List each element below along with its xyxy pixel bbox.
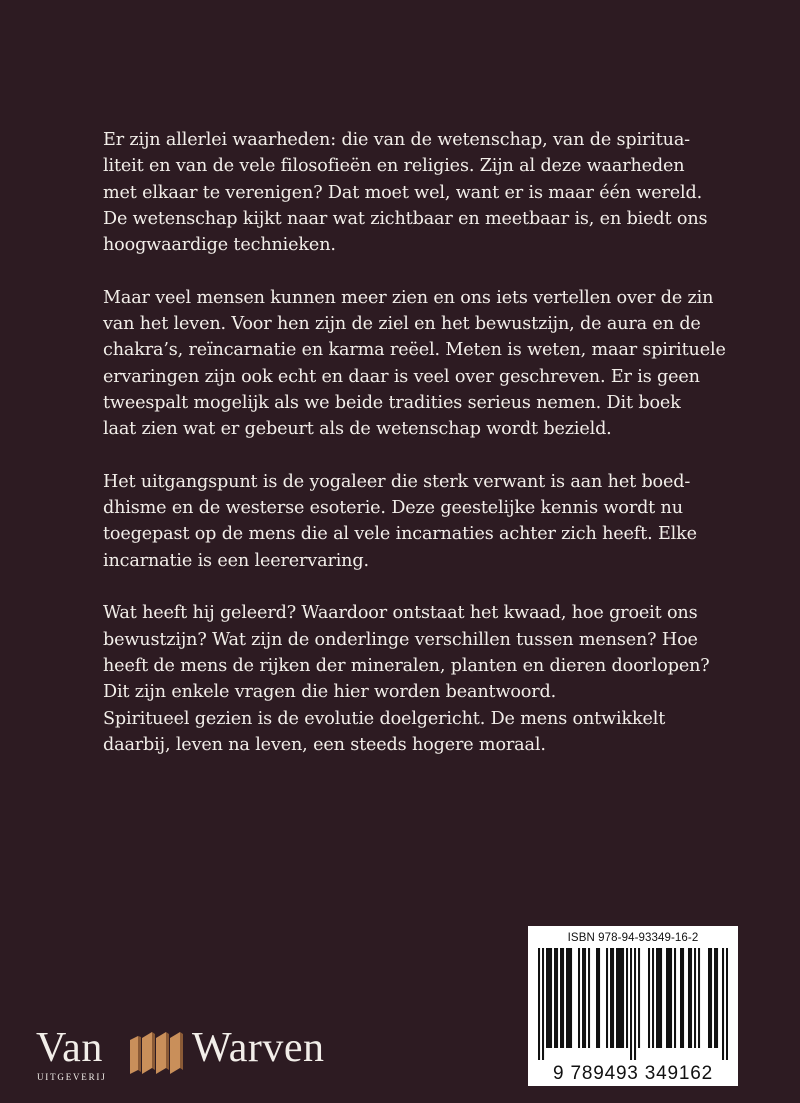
barcode-bar <box>538 948 540 1060</box>
barcode-bar <box>716 948 718 1048</box>
barcode-bar <box>568 948 570 1048</box>
barcode-bar <box>606 948 608 1048</box>
barcode-bar <box>566 948 568 1048</box>
barcode-bar <box>542 948 544 1060</box>
barcode-bar <box>656 948 658 1048</box>
barcode-bar <box>596 948 598 1048</box>
barcode-bar <box>674 948 676 1048</box>
barcode-bar <box>658 948 660 1048</box>
barcode-bar <box>616 948 618 1048</box>
barcode-bar <box>708 948 710 1048</box>
barcode-bar <box>710 948 712 1048</box>
blurb-paragraph-3 <box>103 469 703 574</box>
blurb-line: tweespalt mogelijk als we beide tradities serieus nemen. Dit boek <box>103 392 681 413</box>
barcode-bar <box>570 948 572 1048</box>
barcode-bar <box>694 948 696 1048</box>
ean-digits: 9 789493 349162 <box>528 1062 738 1086</box>
barcode-bar <box>556 948 558 1048</box>
publisher-subtitle: UITGEVERIJ <box>37 1072 107 1082</box>
blurb-line: dhisme en de westerse esoterie. Deze geestelijke kennis wordt nu <box>103 498 683 519</box>
barcode-bar <box>546 948 548 1048</box>
blurb-line: toegepast op de mens die al vele incarnaties achter zich heeft. Elke <box>103 524 697 545</box>
blurb-paragraph-4 <box>103 600 710 758</box>
barcode-bar <box>560 948 562 1048</box>
barcode-bar <box>612 948 614 1048</box>
isbn-barcode <box>528 926 738 1086</box>
blurb-line: liteit en van de vele filosofieën en religies. Zijn al deze waarheden <box>103 156 685 177</box>
barcode-bar <box>660 948 662 1048</box>
blurb-line: heeft de mens de rijken der mineralen, planten en dieren doorlopen? <box>103 655 710 676</box>
blurb-line: chakra’s, reïncarnatie en karma reëel. Meten is weten, maar spirituele <box>103 340 726 361</box>
barcode-bar <box>598 948 600 1048</box>
barcode-bar <box>714 948 716 1048</box>
blurb-line: met elkaar te verenigen? Dat moet wel, want er is maar één wereld. <box>103 182 703 203</box>
back-cover-blurb <box>103 127 726 784</box>
blurb-line: Wat heeft hij geleerd? Waardoor ontstaat het kwaad, hoe groeit ons <box>103 603 698 624</box>
publisher-name-left: Van <box>36 1025 103 1071</box>
barcode-bar <box>688 948 690 1048</box>
blurb-paragraph-2 <box>103 285 726 443</box>
blurb-line: bewustzijn? Wat zijn de onderlinge verschillen tussen mensen? Hoe <box>103 629 698 650</box>
barcode-bar <box>638 948 640 1048</box>
barcode-bar <box>548 948 550 1048</box>
blurb-line: laat zien wat er gebeurt als de wetenschap wordt bezield. <box>103 419 612 440</box>
barcode-bar <box>680 948 682 1048</box>
blurb-line: incarnatie is een leerervaring. <box>103 550 369 571</box>
blurb-line: Spiritueel gezien is de evolutie doelgericht. De mens ontwikkelt <box>103 708 666 729</box>
blurb-line: Dit zijn enkele vragen die hier worden beantwoord. <box>103 682 557 703</box>
barcode-bar <box>668 948 670 1048</box>
barcode-bar <box>666 948 668 1048</box>
barcode-bar <box>582 948 584 1048</box>
publisher-logo <box>36 1024 356 1084</box>
barcode-bars <box>538 948 728 1060</box>
barcode-bar <box>622 948 624 1048</box>
publisher-name-right: Warven <box>192 1025 325 1071</box>
barcode-bar <box>550 948 552 1048</box>
barcode-bar <box>698 948 700 1048</box>
barcode-bar <box>584 948 586 1048</box>
blurb-line: hoogwaardige technieken. <box>103 235 336 256</box>
blurb-line: Er zijn allerlei waarheden: die van de wetenschap, van de spiritua- <box>103 130 690 150</box>
barcode-bar <box>648 948 650 1048</box>
barcode-bar <box>670 948 672 1048</box>
blurb-line: van het leven. Voor hen zijn de ziel en het bewustzijn, de aura en de <box>103 314 701 335</box>
blurb-line: daarbij, leven na leven, een steeds hogere moraal. <box>103 734 546 755</box>
book-stack-logo-icon <box>128 1030 190 1074</box>
barcode-bar <box>652 948 654 1048</box>
barcode-bar <box>630 948 632 1060</box>
barcode-bar <box>588 948 590 1048</box>
barcode-bar <box>620 948 622 1048</box>
barcode-bar <box>690 948 692 1048</box>
barcode-bar <box>554 948 556 1048</box>
barcode-bar <box>726 948 728 1060</box>
isbn-label: ISBN 978-94-93349-16-2 <box>567 932 699 944</box>
barcode-bar <box>634 948 636 1060</box>
barcode-bar <box>682 948 684 1048</box>
blurb-line: Maar veel mensen kunnen meer zien en ons iets vertellen over de zin <box>103 287 714 308</box>
barcode-bar <box>578 948 580 1048</box>
barcode-bar <box>626 948 628 1048</box>
barcode-bar <box>722 948 724 1060</box>
blurb-line: ervaringen zijn ook echt en daar is veel over geschreven. Er is geen <box>103 366 700 387</box>
blurb-line: De wetenschap kijkt naar wat zichtbaar en meetbaar is, en biedt ons <box>103 208 708 229</box>
barcode-bar <box>610 948 612 1048</box>
blurb-line: Het uitgangspunt is de yogaleer die sterk verwant is aan het boed- <box>103 471 691 492</box>
blurb-paragraph-1 <box>103 127 708 258</box>
barcode-bar <box>618 948 620 1048</box>
barcode-bar <box>562 948 564 1048</box>
